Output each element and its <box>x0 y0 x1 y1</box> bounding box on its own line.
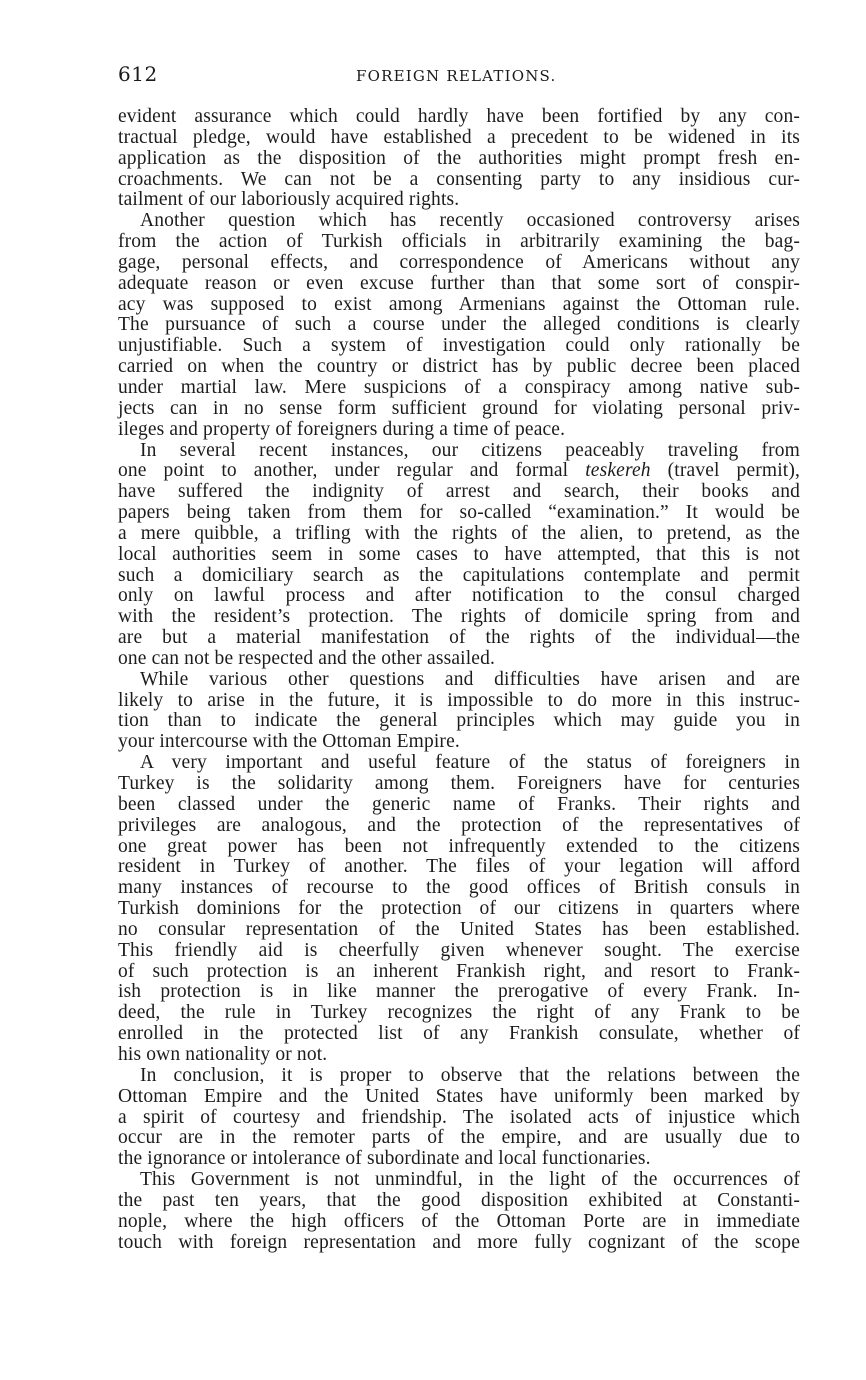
text-line: privileges are analogous, and the protection of the representatives of <box>118 814 800 836</box>
text-line: many instances of recourse to the good offices of British consuls in <box>118 877 800 899</box>
text-line: a spirit of courtesy and friendship. The isolated acts of injustice which <box>118 1106 800 1128</box>
running-head: FOREIGN RELATIONS. <box>356 67 557 85</box>
text-line: resident in Turkey of another. The files of your legation will afford <box>118 856 800 878</box>
text-line: your intercourse with the Ottoman Empire. <box>118 731 460 753</box>
text-line: croachments. We can not be a consenting party to any insidious cur- <box>118 168 800 190</box>
paragraph-6 <box>118 1066 800 1170</box>
text-line: unjustifiable. Such a system of investigation could only rationally be <box>118 335 800 357</box>
text-line: no consular representation of the United States has been established. <box>118 918 800 940</box>
text-line: with the resident’s protection. The rights of domicile spring from and <box>118 606 800 628</box>
paragraph-7 <box>118 1170 800 1253</box>
text-line: This friendly aid is cheerfully given whenever sought. The exercise <box>118 939 800 961</box>
text-line: ish protection is in like manner the prerogative of every Frank. In- <box>118 981 800 1003</box>
text-line: nople, where the high officers of the Ottoman Porte are in immediate <box>118 1210 800 1232</box>
text-line: enrolled in the protected list of any Frankish consulate, whether of <box>118 1023 800 1045</box>
text-line: been classed under the generic name of Franks. Their rights and <box>118 793 800 815</box>
text-line: In several recent instances, our citizens peaceably traveling from <box>140 439 800 461</box>
text-line: gage, personal effects, and correspondence of Americans without any <box>118 251 800 273</box>
text-line-with-term <box>118 461 800 482</box>
text-line: While various other questions and difficulties have arisen and are <box>140 668 800 690</box>
text-line: touch with foreign representation and more fully cognizant of the scope <box>118 1231 800 1253</box>
text-line: ileges and property of foreigners during a time of peace. <box>118 418 566 440</box>
text-line: Another question which has recently occasioned controversy arises <box>140 210 800 232</box>
text-line: Turkey is the solidarity among them. Foreigners have for centuries <box>118 773 800 794</box>
paragraph-5 <box>118 753 800 1066</box>
text-line: one can not be respected and the other assailed. <box>118 647 496 669</box>
text-line: A very important and useful feature of the status of foreigners in <box>140 752 800 774</box>
paragraph-3 <box>118 441 800 670</box>
text-line: tractual pledge, would have established a precedent to be widened in its <box>118 126 800 148</box>
text-line: from the action of Turkish officials in arbitrarily examining the bag- <box>118 231 800 253</box>
text-line: his own nationality or not. <box>118 1043 328 1065</box>
text-line: occur are in the remoter parts of the empire, and are usually due to <box>118 1127 800 1149</box>
text-line: In conclusion, it is proper to observe that the relations between the <box>140 1064 800 1086</box>
text-line: under martial law. Mere suspicions of a conspiracy among native sub- <box>118 376 800 398</box>
text-line: a mere quibble, a trifling with the rights of the alien, to pretend, as the <box>118 522 800 544</box>
text-line: evident assurance which could hardly have been fortified by any con- <box>118 106 800 127</box>
text-line: acy was supposed to exist among Armenians against the Ottoman rule. <box>118 293 800 315</box>
page-number: 612 <box>118 62 158 86</box>
body-text <box>118 107 800 1253</box>
paragraph-2 <box>118 211 800 440</box>
text-segment: (travel permit), <box>667 460 801 482</box>
text-line: papers being taken from them for so-called “examination.” It would be <box>118 502 800 524</box>
text-line: only on lawful process and after notification to the consul charged <box>118 585 800 607</box>
text-line: Ottoman Empire and the United States have uniformly been marked by <box>118 1085 800 1107</box>
text-line: deed, the rule in Turkey recognizes the right of any Frank to be <box>118 1002 800 1024</box>
text-line: of such protection is an inherent Frankish right, and resort to Frank- <box>118 960 800 982</box>
text-line: application as the disposition of the authorities might prompt fresh en- <box>118 147 800 169</box>
text-line: such a domiciliary search as the capitulations contemplate and permit <box>118 564 800 586</box>
text-segment: one point to another, under regular and formal <box>118 460 569 482</box>
text-line: local authorities seem in some cases to have attempted, that this is not <box>118 543 800 565</box>
italic-term: teskereh <box>585 460 651 482</box>
text-line: one great power has been not infrequently extended to the citizens <box>118 835 800 857</box>
text-line: are but a material manifestation of the rights of the individual—the <box>118 627 800 649</box>
text-line: This Government is not unmindful, in the light of the occurrences of <box>140 1169 800 1191</box>
text-line: likely to arise in the future, it is impossible to do more in this instruc- <box>118 689 800 711</box>
paragraph-1 <box>118 107 800 211</box>
text-line: the ignorance or intolerance of subordinate and local functionaries. <box>118 1148 651 1170</box>
text-line: tailment of our laboriously acquired rights. <box>118 189 460 211</box>
paragraph-4 <box>118 670 800 753</box>
text-line: carried on when the country or district has by public decree been placed <box>118 356 800 378</box>
text-line: adequate reason or even excuse further than that some sort of conspir- <box>118 272 800 294</box>
text-line: The pursuance of such a course under the alleged conditions is clearly <box>118 314 800 336</box>
text-line: tion than to indicate the general principles which may guide you in <box>118 710 800 732</box>
page-header <box>118 62 800 88</box>
text-line: Turkish dominions for the protection of our citizens in quarters where <box>118 898 800 920</box>
text-line: jects can in no sense form sufficient ground for violating personal priv- <box>118 397 800 419</box>
text-line: the past ten years, that the good disposition exhibited at Constanti- <box>118 1189 800 1211</box>
text-line: have suffered the indignity of arrest and search, their books and <box>118 481 800 503</box>
